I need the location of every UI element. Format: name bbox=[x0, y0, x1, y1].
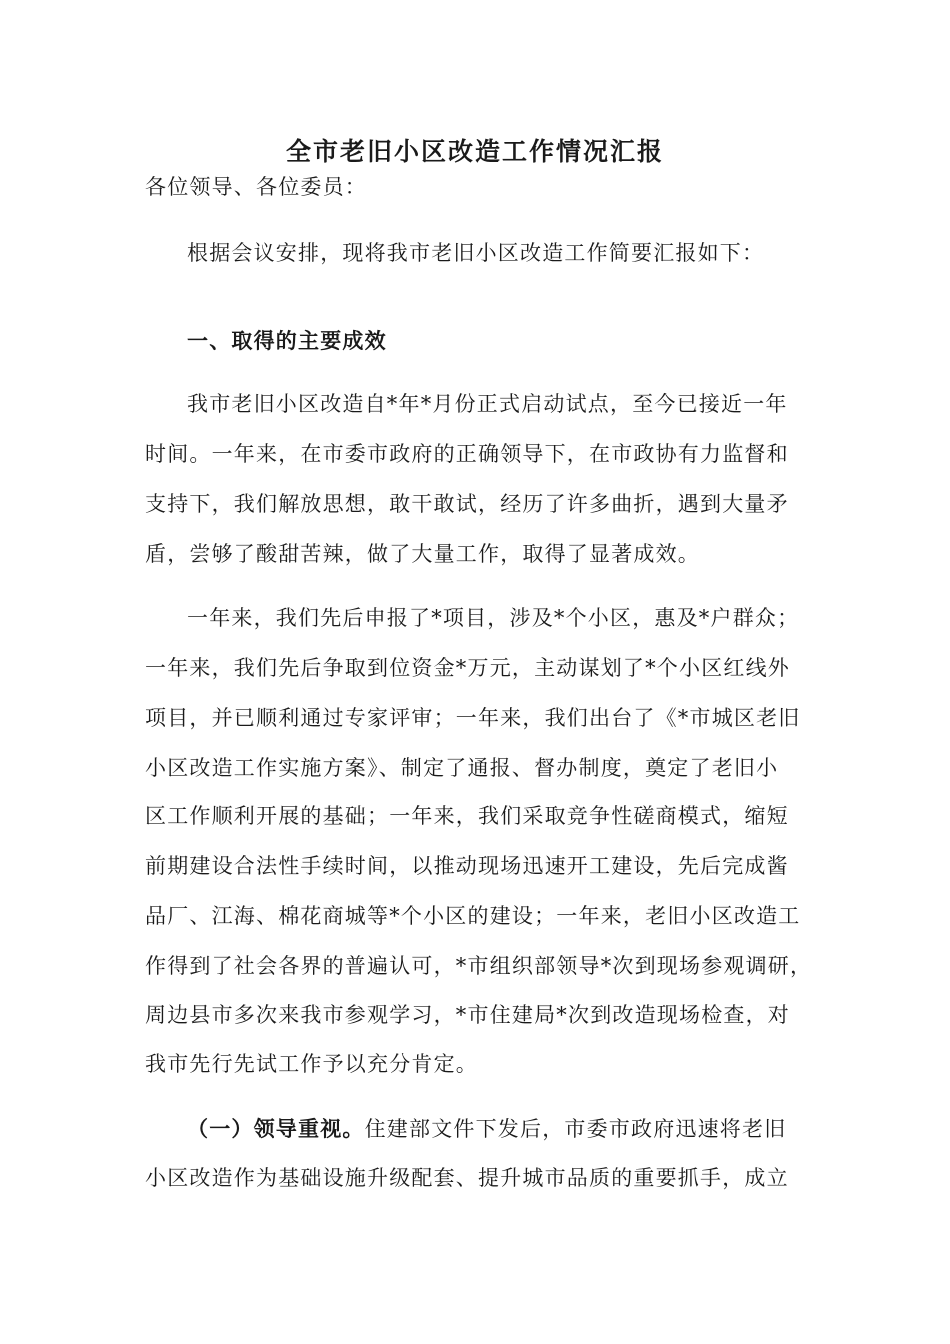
paragraph-line: 小区改造工作实施方案》、制定了通报、督办制度，奠定了老旧小 bbox=[145, 756, 779, 780]
paragraph-line: 盾，尝够了酸甜苦辣，做了大量工作，取得了显著成效。 bbox=[145, 542, 700, 566]
subsection-heading: （一）领导重视。 bbox=[187, 1116, 365, 1141]
section-heading-achievements: 一、取得的主要成效 bbox=[187, 328, 387, 353]
intro-paragraph: 根据会议安排，现将我市老旧小区改造工作简要汇报如下： bbox=[187, 241, 765, 265]
paragraph-line: 小区改造作为基础设施升级配套、提升城市品质的重要抓手，成立 bbox=[145, 1166, 789, 1190]
subsection-text: 住建部文件下发后，市委市政府迅速将老旧 bbox=[364, 1117, 787, 1141]
paragraph-line: 时间。一年来，在市委市政府的正确领导下，在市政协有力监督和 bbox=[145, 442, 789, 466]
paragraph-line: 我市先行先试工作予以充分肯定。 bbox=[145, 1052, 478, 1076]
paragraph-line: 一年来，我们先后申报了*项目，涉及*个小区，惠及*户群众； bbox=[187, 606, 800, 630]
salutation: 各位领导、各位委员： bbox=[145, 175, 367, 199]
paragraph-line: 我市老旧小区改造自*年*月份正式启动试点，至今已接近一年 bbox=[187, 392, 788, 416]
document-title: 全市老旧小区改造工作情况汇报 bbox=[285, 137, 664, 166]
subsection-first-line bbox=[187, 1114, 786, 1144]
paragraph-line: 品厂、江海、棉花商城等*个小区的建设；一年来，老旧小区改造工 bbox=[145, 904, 801, 928]
paragraph-line: 作得到了社会各界的普遍认可，*市组织部领导*次到现场参观调研， bbox=[145, 954, 813, 978]
paragraph-line: 周边县市多次来我市参观学习，*市住建局*次到改造现场检查，对 bbox=[145, 1003, 790, 1027]
paragraph-line: 项目，并已顺利通过专家评审；一年来，我们出台了《*市城区老旧 bbox=[145, 706, 801, 730]
paragraph-line: 一年来，我们先后争取到位资金*万元，主动谋划了*个小区红线外 bbox=[145, 656, 790, 680]
paragraph-line: 区工作顺利开展的基础；一年来，我们采取竞争性磋商模式，缩短 bbox=[145, 804, 789, 828]
paragraph-line: 前期建设合法性手续时间，以推动现场迅速开工建设，先后完成酱 bbox=[145, 854, 789, 878]
paragraph-line: 支持下，我们解放思想，敢干敢试，经历了许多曲折，遇到大量矛 bbox=[145, 492, 789, 516]
